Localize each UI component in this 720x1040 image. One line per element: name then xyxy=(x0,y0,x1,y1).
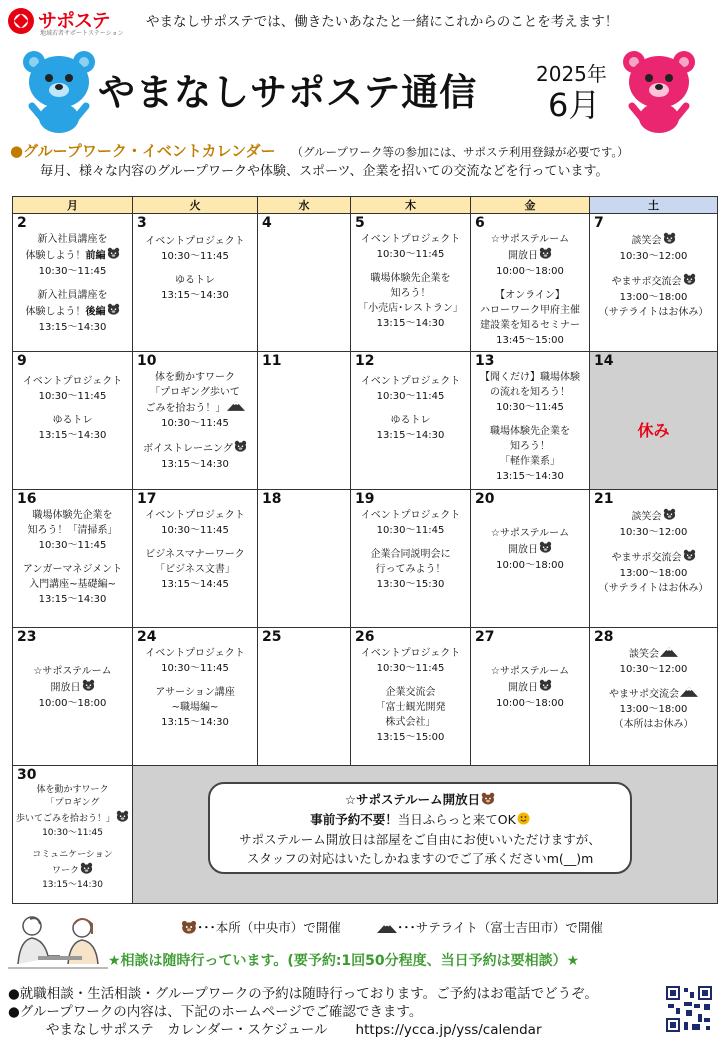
day-events xyxy=(591,646,716,732)
day-events xyxy=(472,526,588,573)
event-line: 職場体験先企業を xyxy=(370,273,451,284)
day-events xyxy=(14,232,131,335)
event-line: 「軽作業系」 xyxy=(500,456,560,467)
event-line: 10:30～12:00 xyxy=(619,527,688,538)
event-line: 10:30～11:45 xyxy=(376,391,445,402)
day-cell-25 xyxy=(258,628,351,766)
event-line: 開放日 xyxy=(472,247,588,264)
event-line: 10:30～11:45 xyxy=(161,418,229,429)
legend-main xyxy=(180,918,341,937)
event-line: （サテライトはお休み） xyxy=(598,583,709,594)
year-label: 2025年 xyxy=(536,62,607,86)
event-line: アサーション講座 xyxy=(155,687,235,698)
day-number: 13 xyxy=(475,353,495,369)
weekday-tue: 火 xyxy=(133,197,258,214)
notice-title: ☆サポステルーム開放日 xyxy=(344,792,481,807)
open-room-notice xyxy=(208,782,632,874)
day-number: 11 xyxy=(262,353,282,369)
pink-bear-mascot-icon xyxy=(620,48,698,134)
day-events xyxy=(14,374,131,443)
day-cell-17 xyxy=(133,490,258,628)
day-events xyxy=(134,370,256,472)
event-line: 談笑会 xyxy=(591,646,716,662)
event-line: 入門講座~基礎編~ xyxy=(29,579,116,590)
day-cell-20 xyxy=(471,490,590,628)
event-line: 10:30～11:45 xyxy=(161,525,229,536)
event-line: ごみを拾おう！」 xyxy=(134,400,256,416)
day-number: 3 xyxy=(137,215,147,231)
event-line: 13:00～18:00 xyxy=(619,704,688,715)
event-line: ビジネスマナーワーク xyxy=(145,549,245,560)
weekday-header-row xyxy=(13,197,718,214)
day-events xyxy=(352,374,469,443)
day-cell-4 xyxy=(258,214,351,352)
event-line: 「ビジネス文書」 xyxy=(155,564,235,575)
section-heading xyxy=(10,140,629,161)
event-line: 知ろう！「清掃系」 xyxy=(27,525,118,536)
mountain-icon xyxy=(680,686,698,702)
day-cell-11 xyxy=(258,352,351,490)
event-line: 13:15～14:30 xyxy=(161,717,229,728)
logo-text: サポステ xyxy=(38,10,110,32)
event-line: アンガーマネジメント xyxy=(22,564,123,575)
day-events xyxy=(134,508,256,592)
mountain-icon xyxy=(377,921,397,936)
bear-icon xyxy=(663,508,676,525)
event-line: イベントプロジェクト xyxy=(360,648,461,659)
day-number: 2 xyxy=(17,215,27,231)
calendar-week-row xyxy=(13,352,718,490)
day-cell-19 xyxy=(351,490,471,628)
event-line: ワーク xyxy=(14,862,131,879)
event-line: 開放日 xyxy=(472,541,588,558)
event-line: 談笑会 xyxy=(591,232,716,249)
event-line: 13:00～18:00 xyxy=(619,568,688,579)
event-line: ☆サポステルーム xyxy=(490,528,570,539)
event-line: 開放日 xyxy=(472,679,588,696)
event-line: 13:15～14:30 xyxy=(42,880,103,890)
day-number: 27 xyxy=(475,629,495,645)
section-title: ●グループワーク・イベントカレンダー xyxy=(10,142,276,160)
weekday-mon: 月 xyxy=(13,197,133,214)
calendar-week-row xyxy=(13,214,718,352)
event-line: 10:00～18:00 xyxy=(496,698,564,709)
day-cell-18 xyxy=(258,490,351,628)
day-number: 4 xyxy=(262,215,272,231)
people-illustration-icon xyxy=(8,912,108,974)
event-line: 13:15～15:00 xyxy=(376,732,445,743)
bear-icon xyxy=(683,273,696,290)
weekday-thu: 木 xyxy=(351,197,471,214)
day-number: 21 xyxy=(594,491,614,507)
event-line: 10:30～11:45 xyxy=(376,663,445,674)
day-cell-30 xyxy=(13,766,133,904)
event-line: 新入社員講座を xyxy=(37,290,108,301)
event-line: 行ってみよう！ xyxy=(375,564,446,575)
day-cell-27 xyxy=(471,628,590,766)
event-line: 13:15～14:30 xyxy=(496,471,564,482)
smile-icon xyxy=(517,811,530,830)
event-line: イベントプロジェクト xyxy=(22,376,123,387)
event-line: 10:30～11:45 xyxy=(161,663,229,674)
day-number: 18 xyxy=(262,491,282,507)
event-line: 談笑会 xyxy=(591,508,716,525)
day-cell-16 xyxy=(13,490,133,628)
event-line: 13:15～14:30 xyxy=(38,430,107,441)
event-line: 「小売店･レストラン」 xyxy=(358,303,463,314)
event-line: 知ろう！ xyxy=(510,441,550,452)
day-events xyxy=(14,664,131,711)
event-line: 【聞くだけ】職場体験 xyxy=(480,372,580,383)
event-line: 企業交流会 xyxy=(385,687,436,698)
event-line: ☆サポステルーム xyxy=(490,666,570,677)
day-cell-6 xyxy=(471,214,590,352)
day-number: 25 xyxy=(262,629,282,645)
day-number: 30 xyxy=(17,767,37,783)
bear-icon xyxy=(481,791,495,810)
event-line: の流れを知ろう！ xyxy=(490,387,570,398)
mountain-icon xyxy=(227,400,245,416)
event-line: 10:30～11:45 xyxy=(376,525,445,536)
notice-no-reservation: 事前予約不要！ xyxy=(310,812,398,827)
footer-line-2: ●グループワークの内容は、下記のホームページでご確認できます。 xyxy=(8,1004,423,1020)
event-line: 13:15～14:30 xyxy=(376,430,445,441)
event-line: 13:45～15:00 xyxy=(496,335,564,346)
event-line: コミュニケーション xyxy=(32,850,113,860)
event-line: ハローワーク甲府主催 xyxy=(480,305,580,316)
event-line: 10:30～11:45 xyxy=(38,266,107,277)
weekday-fri: 金 xyxy=(471,197,590,214)
bear-icon xyxy=(107,247,120,264)
event-line: 10:30～11:45 xyxy=(38,540,107,551)
event-line: 13:15～14:30 xyxy=(38,594,107,605)
logo xyxy=(6,6,132,36)
day-cell-10 xyxy=(133,352,258,490)
event-line: 体験しよう！後編 xyxy=(14,303,131,320)
month-label: 6月 xyxy=(548,86,601,124)
footer-line-3 xyxy=(46,1018,542,1038)
day-number: 10 xyxy=(137,353,157,369)
day-number: 24 xyxy=(137,629,157,645)
event-line: ゆるトレ xyxy=(390,415,431,426)
logo-subtitle: 地域若者サポートステーション xyxy=(40,30,124,37)
day-number: 7 xyxy=(594,215,604,231)
legend-main-label: ･･･本所（中央市）で開催 xyxy=(197,920,341,935)
bear-icon xyxy=(80,862,93,879)
event-line: 「プロギング xyxy=(45,798,100,808)
section-description: 毎月、様々な内容のグループワークや体験、スポーツ、企業を招いての交流などを行っています。 xyxy=(40,164,609,179)
event-line: 体験しよう！前編 xyxy=(14,247,131,264)
calendar-url-link[interactable]: https://ycca.jp/yss/calendar xyxy=(355,1022,542,1038)
event-line: 「プロギング歩いて xyxy=(150,387,240,398)
day-events xyxy=(591,232,716,320)
footer-line-1: ●就職相談・生活相談・グループワークの予約は随時行っております。ご予約はお電話でどうぞ。 xyxy=(8,986,598,1002)
calendar-week-row xyxy=(13,490,718,628)
event-line: やまサポ交流会 xyxy=(591,549,716,566)
day-events xyxy=(352,232,469,331)
event-line: ゆるトレ xyxy=(52,415,93,426)
notice-title-line xyxy=(210,790,630,810)
day-cell-28 xyxy=(590,628,718,766)
tagline: やまなしサポステでは、働きたいあなたと一緒にこれからのことを考えます！ xyxy=(146,14,619,30)
blue-bear-mascot-icon xyxy=(20,48,98,134)
event-line: イベントプロジェクト xyxy=(360,234,461,245)
logo-mark-icon xyxy=(6,6,36,36)
day-cell-23 xyxy=(13,628,133,766)
bear-icon xyxy=(539,541,552,558)
event-line: 10:30～12:00 xyxy=(619,251,688,262)
event-line: 歩いてごみを拾おう！」 xyxy=(14,810,131,827)
legend-satellite xyxy=(376,918,603,936)
weekday-wed: 水 xyxy=(258,197,351,214)
bear-icon xyxy=(539,679,552,696)
day-number: 20 xyxy=(475,491,495,507)
day-number: 16 xyxy=(17,491,37,507)
mountain-icon xyxy=(660,646,678,662)
day-events xyxy=(14,784,131,892)
day-cell-7 xyxy=(590,214,718,352)
event-line: 開放日 xyxy=(14,679,131,696)
day-cell-12 xyxy=(351,352,471,490)
day-events xyxy=(14,508,131,607)
notice-line-2 xyxy=(210,810,630,830)
event-line: イベントプロジェクト xyxy=(145,236,245,247)
bear-icon xyxy=(116,810,129,827)
notice-line-4: スタッフの対応はいたしかねますのでご了承くださいm(__)m xyxy=(246,851,594,866)
day-events xyxy=(352,508,469,592)
notice-walk-in: 当日ふらっと来てOK xyxy=(397,812,516,827)
day-number: 5 xyxy=(355,215,365,231)
event-line: ~職場編~ xyxy=(171,702,219,713)
bear-icon xyxy=(181,920,197,937)
day-number: 12 xyxy=(355,353,375,369)
event-line: 職場体験先企業を xyxy=(490,426,570,437)
event-line: 体を動かすワーク xyxy=(36,785,109,795)
calendar-week-row xyxy=(13,628,718,766)
bear-icon xyxy=(539,247,552,264)
consultation-banner: ★相談は随時行っています。(要予約:1回50分程度、当日予約は要相談）★ xyxy=(108,953,580,969)
event-line: 10:30～11:45 xyxy=(161,251,229,262)
day-events xyxy=(352,646,469,745)
day-number: 28 xyxy=(594,629,614,645)
bear-icon xyxy=(82,679,95,696)
event-line: 職場体験先企業を xyxy=(32,510,113,521)
day-cell-3 xyxy=(133,214,258,352)
event-line: イベントプロジェクト xyxy=(360,510,461,521)
section-note: （グループワーク等の参加には、サポステ利用登録が必要です。） xyxy=(291,145,629,159)
event-line: 新入社員講座を xyxy=(37,234,108,245)
day-events xyxy=(472,232,588,348)
event-line: 株式会社」 xyxy=(385,717,436,728)
notice-line-3: サポステルーム開放日は部屋をご自由にお使いいただけますが、 xyxy=(239,832,601,847)
day-number: 26 xyxy=(355,629,375,645)
footer-calendar-label: やまなしサポステ カレンダー・スケジュール xyxy=(46,1022,328,1038)
day-cell-24 xyxy=(133,628,258,766)
event-line: 13:15～14:30 xyxy=(38,322,107,333)
day-events xyxy=(472,370,588,484)
event-line: （本所はお休み） xyxy=(613,719,694,730)
event-line: 10:30～12:00 xyxy=(619,664,688,675)
event-line: 企業合同説明会に xyxy=(370,549,451,560)
day-cell-26 xyxy=(351,628,471,766)
event-line: ☆サポステルーム xyxy=(490,234,570,245)
event-line: 10:30～11:45 xyxy=(42,828,103,838)
day-cell-9 xyxy=(13,352,133,490)
event-line: （サテライトはお休み） xyxy=(598,307,709,318)
event-line: 【オンライン】 xyxy=(495,290,565,301)
day-events xyxy=(134,234,256,303)
weekday-sat: 土 xyxy=(590,197,718,214)
day-number: 23 xyxy=(17,629,37,645)
event-line: 13:15～14:30 xyxy=(161,290,229,301)
event-line: ゆるトレ xyxy=(175,275,215,286)
day-cell-5 xyxy=(351,214,471,352)
event-line: やまサポ交流会 xyxy=(591,273,716,290)
page-title: やまなしサポステ通信 xyxy=(98,71,478,114)
event-line: 10:30～11:45 xyxy=(376,249,445,260)
event-line: ☆サポステルーム xyxy=(33,666,112,677)
event-line: イベントプロジェクト xyxy=(145,648,245,659)
day-number: 19 xyxy=(355,491,375,507)
day-cell-14 xyxy=(590,352,718,490)
day-number: 14 xyxy=(594,353,614,369)
event-line: 体を動かすワーク xyxy=(155,372,235,383)
bear-icon xyxy=(663,232,676,249)
event-line: 10:00～18:00 xyxy=(496,560,564,571)
day-cell-21 xyxy=(590,490,718,628)
event-line: 10:30～11:45 xyxy=(496,402,564,413)
event-line: 「富士観光開発 xyxy=(375,702,446,713)
day-events xyxy=(134,646,256,730)
day-cell-2 xyxy=(13,214,133,352)
event-line: 建設業を知るセミナー xyxy=(480,320,580,331)
day-cell-13 xyxy=(471,352,590,490)
day-number: 9 xyxy=(17,353,27,369)
qr-code-icon[interactable] xyxy=(664,984,714,1034)
closed-label: 休み xyxy=(637,421,670,440)
event-line: 10:00～18:00 xyxy=(38,698,107,709)
event-line: イベントプロジェクト xyxy=(145,510,245,521)
event-line: 知ろう！ xyxy=(390,288,431,299)
day-number: 6 xyxy=(475,215,485,231)
bear-icon xyxy=(107,303,120,320)
day-events xyxy=(591,508,716,596)
event-line: 13:15～14:30 xyxy=(376,318,445,329)
event-line: 13:30～15:30 xyxy=(376,579,445,590)
event-line: 13:15～14:30 xyxy=(161,459,229,470)
event-line: 10:30～11:45 xyxy=(38,391,107,402)
event-line: イベントプロジェクト xyxy=(360,376,461,387)
event-line: 10:00～18:00 xyxy=(496,266,564,277)
event-line: ボイストレーニング xyxy=(134,440,256,457)
day-events xyxy=(472,664,588,711)
day-number: 17 xyxy=(137,491,157,507)
event-line: 13:00～18:00 xyxy=(619,292,688,303)
event-line: やまサポ交流会 xyxy=(591,686,716,702)
legend-satellite-label: ･･･サテライト（富士吉田市）で開催 xyxy=(397,920,603,935)
event-line: 13:15～14:45 xyxy=(161,579,229,590)
bear-icon xyxy=(234,440,247,457)
bear-icon xyxy=(683,549,696,566)
